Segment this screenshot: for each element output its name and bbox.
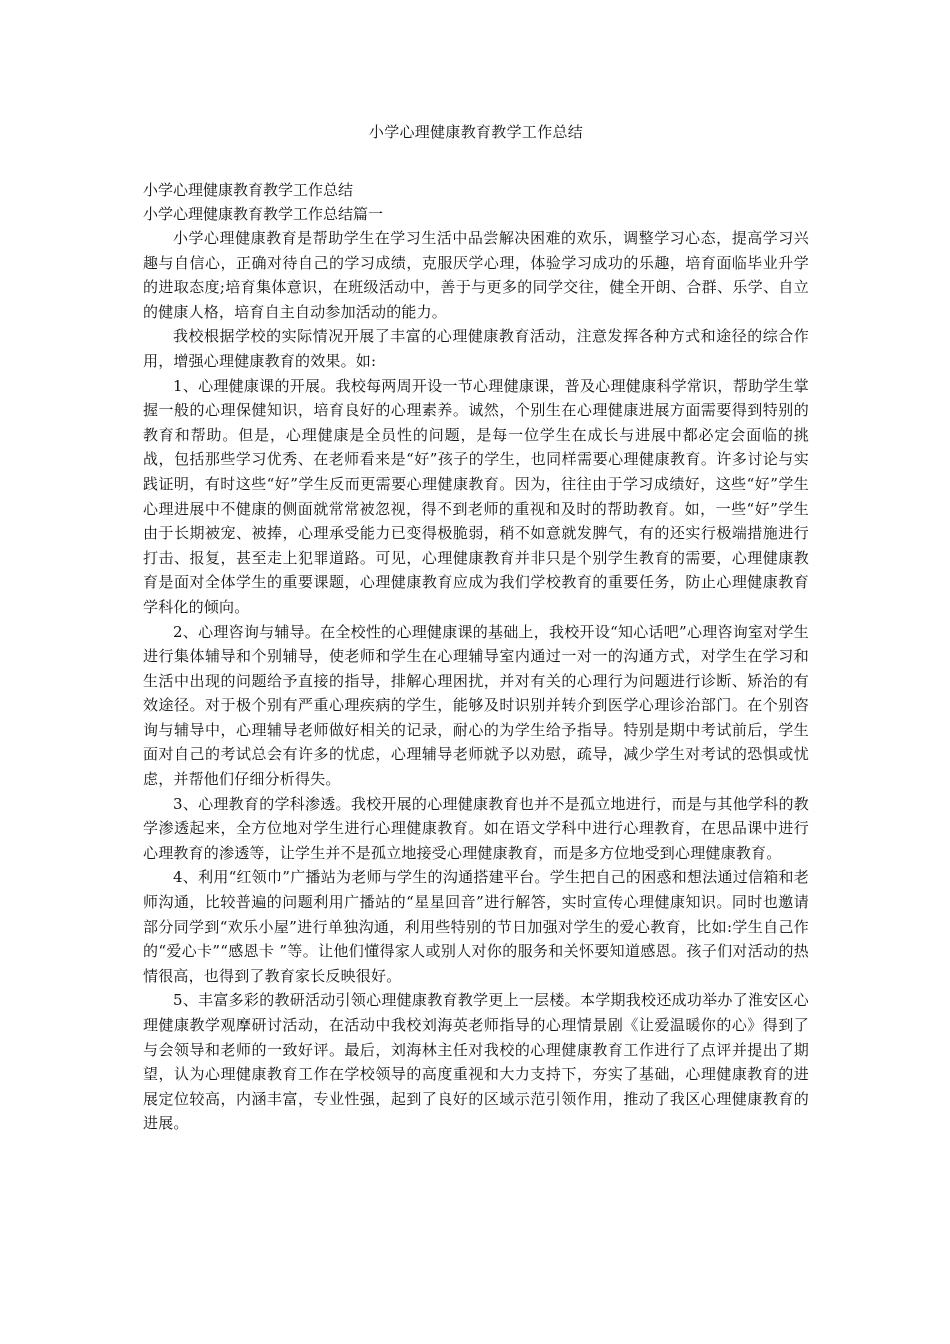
- paragraph-item-4: 4、利用“红领巾”广播站为老师与学生的沟通搭建平台。学生把自己的困惑和想法通过信箱和老师沟通，比较普遍的问题利用广播站的“星星回音”进行解答，实时宣传心理健康知识。同时也邀请部分同学到“欢乐小屋”进行单独沟通，利用些特别的节日加强对学生的爱心教育，比如:学生自己作的“爱心卡”“感恩卡 ”等。让他们懂得家人或别人对你的服务和关怀要知道感恩。孩子们对活动的热情很高，也得到了教育家长反映很好。: [143, 868, 809, 985]
- section-heading: 小学心理健康教育教学工作总结篇一: [143, 205, 384, 223]
- document-subtitle: 小学心理健康教育教学工作总结: [143, 181, 354, 199]
- paragraph-item-3: 3、心理教育的学科渗透。我校开展的心理健康教育也并不是孤立地进行，而是与其他学科的教学渗透起来，全方位地对学生进行心理健康教育。如在语文学科中进行心理教育，在思品课中进行心理教育的渗透等，让学生并不是孤立地接受心理健康教育，而是多方位地受到心理健康教育。: [143, 794, 809, 862]
- paragraph-item-1: 1、心理健康课的开展。我校每两周开设一节心理健康课，普及心理健康科学常识，帮助学生掌握一般的心理保健知识，培育良好的心理素养。诚然，个别生在心理健康进展方面需要得到特别的教育和帮助。但是，心理健康是全员性的问题，是每一位学生在成长与进展中都必定会面临的挑战，包括那些学习优秀、在老师看来是“好”孩子的学生，也同样需要心理健康教育。许多讨论与实践证明，有时这些“好”学生反而更需要心理健康教育。因为，往往由于学习成绩好，这些“好”学生心理进展中不健康的侧面就常常被忽视，得不到老师的重视和及时的帮助教育。如，一些“好”学生由于长期被宠、被捧，心理承受能力已变得极脆弱，稍不如意就发脾气，有的还实行极端措施进行打击、报复，甚至走上犯罪道路。可见，心理健康教育并非只是个别学生教育的需要，心理健康教育是面对全体学生的重要课题，心理健康教育应成为我们学校教育的重要任务，防止心理健康教育学科化的倾向。: [143, 376, 809, 616]
- paragraph-overview: 我校根据学校的实际情况开展了丰富的心理健康教育活动，注意发挥各种方式和途径的综合作用，增强心理健康教育的效果。如:: [143, 327, 809, 370]
- paragraph-item-5: 5、丰富多彩的教研活动引领心理健康教育教学更上一层楼。本学期我校还成功举办了淮安区心理健康教学观摩研讨活动，在活动中我校刘海英老师指导的心理情景剧《让爱温暖你的心》得到了与会领导和老师的一致好评。最后，刘海林主任对我校的心理健康教育工作进行了点评并提出了期望，认为心理健康教育工作在学校领导的高度重视和大力支持下，夯实了基础，心理健康教育的进展定位较高，内涵丰富，专业性强，起到了良好的区域示范引领作用，推动了我区心理健康教育的进展。: [143, 991, 809, 1133]
- document-page: [143, 120, 809, 1136]
- paragraph-item-2: 2、心理咨询与辅导。在全校性的心理健康课的基础上，我校开设“知心话吧”心理咨询室对学生进行集体辅导和个别辅导，使老师和学生在心理辅导室内通过一对一的沟通方式，对学生在学习和生活中出现的问题给予直接的指导，排解心理困扰，并对有关的心理行为问题进行诊断、矫治的有效途径。对于极个别有严重心理疾病的学生，能够及时识别并转介到医学心理诊治部门。在个别咨询与辅导中，心理辅导老师做好相关的记录，耐心的为学生给予指导。特别是期中考试前后，学生面对自己的考试总会有许多的忧虑，心理辅导老师就予以劝慰，疏导，减少学生对考试的恐惧或忧虑，并帮他们仔细分析得失。: [143, 622, 809, 789]
- paragraph-intro: 小学心理健康教育是帮助学生在学习生活中品尝解决困难的欢乐，调整学习心态，提高学习兴趣与自信心，正确对待自己的学习成绩，克服厌学心理，体验学习成功的乐趣，培育面临毕业升学的进取态度;培育集体意识，在班级活动中，善于与更多的同学交往，健全开朗、合群、乐学、自立的健康人格，培育自主自动参加活动的能力。: [143, 229, 809, 321]
- document-title: 小学心理健康教育教学工作总结: [368, 123, 584, 141]
